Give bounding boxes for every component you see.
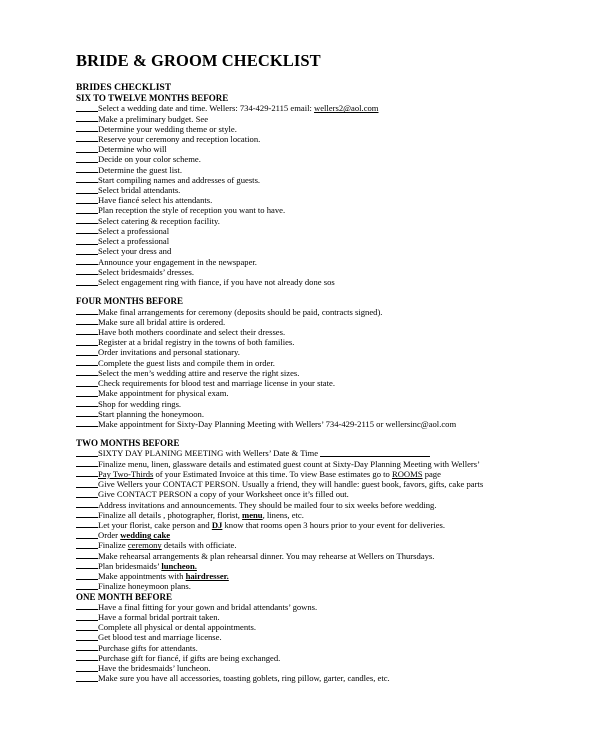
item-text: Address invitations and announcements. They should be mailed four to six weeks before wedding. — [98, 499, 437, 510]
checkbox-blank-line[interactable] — [76, 581, 98, 590]
item-text: Make appointments with — [98, 571, 186, 582]
item-text: Determine who will — [98, 144, 167, 155]
emphasized-term: wedding cake — [120, 530, 171, 541]
checklist-item — [76, 307, 591, 317]
item-text: Give Wellers your CONTACT PERSON. Usually a friend, they will handle: guest book, favors, gifts, cake parts — [98, 479, 484, 490]
item-text: Have a final fitting for your gown and bridal attendants’ gowns. — [98, 601, 318, 612]
date-time-blank-line[interactable] — [320, 448, 430, 457]
checklist-item-text — [98, 154, 201, 164]
checkbox-blank-line[interactable] — [76, 307, 98, 316]
checklist-item-text — [98, 622, 256, 632]
checkbox-blank-line[interactable] — [76, 632, 98, 641]
checklist-item — [76, 581, 591, 591]
item-text: Announce your engagement in the newspaper. — [98, 256, 257, 267]
emphasized-term: luncheon. — [161, 560, 197, 571]
checklist-item-text — [98, 368, 299, 378]
checklist-item — [76, 226, 591, 236]
checklist-item-text — [98, 216, 220, 226]
checkbox-blank-line[interactable] — [76, 347, 98, 356]
checklist-item-text — [98, 327, 285, 337]
section-heading: TWO MONTHS BEFORE — [76, 438, 180, 449]
checklist-item-text — [98, 195, 212, 205]
checklist-item-text — [98, 399, 181, 409]
checklist-item — [76, 479, 591, 489]
item-text-suffix: page — [422, 468, 441, 479]
checkbox-blank-line[interactable] — [76, 378, 98, 387]
checklist-item — [76, 124, 591, 134]
checkbox-blank-line[interactable] — [76, 612, 98, 621]
checkbox-blank-line[interactable] — [76, 469, 98, 478]
checklist-item — [76, 144, 591, 154]
checkbox-blank-line[interactable] — [76, 216, 98, 225]
checklist-item-text — [98, 653, 280, 663]
item-text-suffix: , linens, etc. — [262, 509, 304, 520]
checklist-item-text — [98, 185, 180, 195]
checklist-item-text — [98, 226, 169, 236]
section-spacer — [76, 287, 591, 296]
checkbox-blank-line[interactable] — [76, 409, 98, 418]
checkbox-blank-line[interactable] — [76, 489, 98, 498]
checkbox-blank-line[interactable] — [76, 165, 98, 174]
checklist-item — [76, 165, 591, 175]
item-text: Make a preliminary budget. See — [98, 113, 209, 124]
section-heading: FOUR MONTHS BEFORE — [76, 296, 184, 307]
checkbox-blank-line[interactable] — [76, 175, 98, 184]
checklist-item — [76, 602, 591, 612]
checklist-item-text — [98, 267, 194, 277]
item-text: Have both mothers coordinate and select their dresses. — [98, 326, 286, 337]
checklist-item — [76, 317, 591, 327]
checklist-item — [76, 327, 591, 337]
checklist-item — [76, 622, 591, 632]
item-text: Make rehearsal arrangements & plan rehearsal dinner. You may rehearse at Wellers on Thursdays. — [98, 550, 435, 561]
checklist-item-text — [98, 205, 285, 215]
checklist-item — [76, 653, 591, 663]
checklist-item — [76, 632, 591, 642]
document-title: BRIDE & GROOM CHECKLIST — [76, 51, 321, 70]
checkbox-blank-line[interactable] — [76, 540, 98, 549]
checkbox-blank-line[interactable] — [76, 653, 98, 662]
checklist-item-text — [98, 510, 304, 520]
checklist-item-text — [98, 347, 240, 357]
checkbox-blank-line[interactable] — [76, 388, 98, 397]
checklist-item — [76, 388, 591, 398]
checkbox-blank-line[interactable] — [76, 479, 98, 488]
checklist-item — [76, 520, 591, 530]
checklist-item-text — [98, 378, 335, 388]
checklist-item-text — [98, 246, 171, 256]
checklist-item — [76, 571, 591, 581]
checklist-item-text — [98, 175, 260, 185]
item-text: Finalize honeymoon plans. — [98, 581, 191, 592]
item-text: Select catering & reception facility. — [98, 215, 220, 226]
checklist-item — [76, 358, 591, 368]
section-heading: SIX TO TWELVE MONTHS BEFORE — [76, 93, 229, 103]
checklist-item — [76, 489, 591, 499]
item-text: Select bridal attendants. — [98, 185, 181, 196]
item-text: Select a professional — [98, 236, 170, 247]
item-text: Finalize all details , photographer, florist, — [98, 509, 243, 520]
checklist-item — [76, 469, 591, 479]
checklist-item-text — [98, 602, 317, 612]
item-text: Check requirements for blood test and marriage license in your state. — [98, 378, 335, 389]
checkbox-blank-line[interactable] — [76, 571, 98, 580]
checklist-item — [76, 205, 591, 215]
checklist-item-text — [98, 489, 349, 499]
checklist-item — [76, 673, 591, 683]
checklist-item — [76, 257, 591, 267]
checklist-item-text — [98, 103, 379, 113]
checklist-item-text — [98, 114, 208, 124]
checklist-item-text — [98, 358, 275, 368]
checkbox-blank-line[interactable] — [76, 185, 98, 194]
checkbox-blank-line[interactable] — [76, 520, 98, 529]
item-text: Start compiling names and addresses of guests. — [98, 174, 261, 185]
checklist-item — [76, 409, 591, 419]
checkbox-blank-line[interactable] — [76, 358, 98, 367]
checklist-item-text — [98, 307, 382, 317]
item-text: Determine the guest list. — [98, 164, 183, 175]
item-text: Plan bridesmaids’ — [98, 560, 162, 571]
checklist-item-text — [98, 632, 222, 642]
item-text: Let your florist, cake person and — [98, 519, 212, 530]
checkbox-blank-line[interactable] — [76, 510, 98, 519]
checklist-item-text — [98, 663, 210, 673]
checklist-item — [76, 663, 591, 673]
checklist-item — [76, 267, 591, 277]
checkbox-blank-line[interactable] — [76, 317, 98, 326]
item-text: Order — [98, 530, 121, 541]
checklist-item-text — [98, 134, 260, 144]
checkbox-blank-line[interactable] — [76, 663, 98, 672]
checkbox-blank-line[interactable] — [76, 114, 98, 123]
checkbox-blank-line[interactable] — [76, 236, 98, 245]
underlined-link[interactable]: wellers2@aol.com — [314, 103, 379, 114]
checkbox-blank-line[interactable] — [76, 448, 98, 457]
checklist-item — [76, 643, 591, 653]
checklist-item-text — [98, 388, 229, 398]
checklist-item — [76, 419, 591, 429]
checklist-item — [76, 448, 591, 458]
checkbox-blank-line[interactable] — [76, 246, 98, 255]
checkbox-blank-line[interactable] — [76, 205, 98, 214]
section-title: BRIDES CHECKLIST — [76, 82, 172, 93]
checklist-item-text — [98, 337, 294, 347]
item-text: Decide on your color scheme. — [98, 154, 201, 165]
checkbox-blank-line[interactable] — [76, 124, 98, 133]
item-text-suffix: know that rooms open 3 hours prior to your event for deliveries. — [222, 519, 446, 530]
item-text: Have the bridesmaids’ luncheon. — [98, 663, 211, 674]
checkbox-blank-line[interactable] — [76, 103, 98, 112]
item-text: Shop for wedding rings. — [98, 398, 182, 409]
checkbox-blank-line[interactable] — [76, 561, 98, 570]
checklist-item — [76, 561, 591, 571]
item-text: Determine your wedding theme or style. — [98, 123, 237, 134]
checkbox-blank-line[interactable] — [76, 327, 98, 336]
item-text: Have a formal bridal portrait taken. — [98, 612, 220, 623]
checklist-item — [76, 540, 591, 550]
item-text: Register at a bridal registry in the towns of both families. — [98, 337, 295, 348]
checklist-item — [76, 551, 591, 561]
item-text: SIXTY DAY PLANING MEETING with Wellers’ Date & Time — [98, 448, 319, 459]
item-text: Purchase gift for fiancé, if gifts are being exchanged. — [98, 652, 281, 663]
checklist-item-text — [98, 500, 437, 510]
item-text: Select engagement ring with fiance, if you have not already done sos — [98, 277, 335, 288]
checkbox-blank-line[interactable] — [76, 154, 98, 163]
emphasized-term: hairdresser. — [185, 571, 229, 582]
checklist-item-text — [98, 165, 182, 175]
item-text: Plan reception the style of reception you want to have. — [98, 205, 286, 216]
item-text: Finalize — [98, 540, 128, 551]
checklist-item-text — [98, 581, 191, 591]
checklist-item-text — [98, 530, 170, 540]
item-text: Get blood test and marriage license. — [98, 632, 222, 643]
checklist-item-text — [98, 551, 434, 561]
item-text: Select a professional — [98, 225, 170, 236]
checkbox-blank-line[interactable] — [76, 257, 98, 266]
checkbox-blank-line[interactable] — [76, 500, 98, 509]
checklist-item-text — [98, 409, 204, 419]
item-text: Select your dress and — [98, 246, 172, 257]
checklist-item-text — [98, 643, 198, 653]
item-text: Start planning the honeymoon. — [98, 408, 204, 419]
checklist-item — [76, 347, 591, 357]
checklist-item — [76, 378, 591, 388]
checklist-item — [76, 236, 591, 246]
checklist-item — [76, 175, 591, 185]
checklist-item — [76, 277, 591, 287]
checkbox-blank-line[interactable] — [76, 530, 98, 539]
checklist-item — [76, 368, 591, 378]
item-text: Reserve your ceremony and reception location. — [98, 133, 261, 144]
item-text: Order invitations and personal stationary. — [98, 347, 240, 358]
checkbox-blank-line[interactable] — [76, 195, 98, 204]
checkbox-blank-line[interactable] — [76, 337, 98, 346]
item-text-suffix: details with officiate. — [161, 540, 237, 551]
checklist-item-text — [98, 571, 229, 581]
checklist-item-text — [98, 479, 483, 489]
item-text: Finalize menu, linen, glassware details and estimated guest count at Sixty-Day Planning Meeting with Wellers’ — [98, 458, 480, 469]
checklist-item — [76, 246, 591, 256]
section-spacer — [76, 429, 591, 438]
checklist-item — [76, 399, 591, 409]
item-text: Make appointment for Sixty-Day Planning Meeting with Wellers’ 734-429-2115 or wellersinc@aol.com — [98, 418, 457, 429]
checkbox-blank-line[interactable] — [76, 368, 98, 377]
checklist-item-text — [98, 317, 225, 327]
item-text: Make appointment for physical exam. — [98, 388, 229, 399]
checkbox-blank-line[interactable] — [76, 673, 98, 682]
checklist-item — [76, 612, 591, 622]
checklist-item — [76, 500, 591, 510]
checklist-item — [76, 134, 591, 144]
checkbox-blank-line[interactable] — [76, 551, 98, 560]
item-text: Make sure you have all accessories, toasting goblets, ring pillow, garter, candles, etc. — [98, 673, 390, 684]
item-text: Make final arrangements for ceremony (deposits should be paid, contracts signed). — [98, 306, 383, 317]
checklist-item — [76, 337, 591, 347]
checkbox-blank-line[interactable] — [76, 459, 98, 468]
checkbox-blank-line[interactable] — [76, 643, 98, 652]
checkbox-blank-line[interactable] — [76, 277, 98, 286]
checklist-item-text — [98, 612, 220, 622]
checklist-item — [76, 510, 591, 520]
checklist-item — [76, 530, 591, 540]
item-text: Select bridesmaids’ dresses. — [98, 266, 195, 277]
checklist-item-text — [98, 469, 441, 479]
checklist-item-text — [98, 673, 390, 683]
checkbox-blank-line[interactable] — [76, 134, 98, 143]
item-text: Select the men’s wedding attire and reserve the right sizes. — [98, 367, 300, 378]
checklist-item-text — [98, 277, 335, 287]
item-text: Select a wedding date and time. Wellers: 734-429-2115 email: — [98, 103, 315, 114]
checklist-item — [76, 195, 591, 205]
checklist-item-text — [98, 520, 445, 530]
item-text: Have fiancé select his attendants. — [98, 195, 213, 206]
item-text: Give CONTACT PERSON a copy of your Worksheet once it’s filled out. — [98, 489, 349, 500]
checklist-item — [76, 103, 591, 113]
checklist-item-text — [98, 236, 169, 246]
checklist-sections — [76, 93, 591, 684]
item-text: Purchase gifts for attendants. — [98, 642, 198, 653]
underlined-link[interactable]: ceremony — [127, 540, 162, 551]
checkbox-blank-line[interactable] — [76, 226, 98, 235]
underlined-term: Pay Two-Thirds — [98, 468, 154, 479]
item-text: Make sure all bridal attire is ordered. — [98, 316, 226, 327]
checklist-item — [76, 216, 591, 226]
checklist-item-text — [98, 257, 257, 267]
checklist-item-text — [98, 448, 318, 458]
checklist-item — [76, 185, 591, 195]
checkbox-blank-line[interactable] — [76, 602, 98, 611]
checklist-item-text — [98, 419, 456, 429]
checklist-item — [76, 459, 591, 469]
item-text: Complete all physical or dental appointments. — [98, 622, 256, 633]
emphasized-term: menu — [242, 509, 263, 520]
checklist-item-text — [98, 144, 167, 154]
checklist-item — [76, 154, 591, 164]
checklist-item-text — [98, 124, 237, 134]
underlined-link[interactable]: ROOMS — [391, 468, 423, 479]
checkbox-blank-line[interactable] — [76, 399, 98, 408]
checklist-item — [76, 114, 591, 124]
checkbox-blank-line[interactable] — [76, 419, 98, 428]
item-text: of your Estimated Invoice at this time. To view Base estimates go to — [153, 468, 392, 479]
checklist-item-text — [98, 561, 197, 571]
checkbox-blank-line[interactable] — [76, 267, 98, 276]
checkbox-blank-line[interactable] — [76, 144, 98, 153]
checkbox-blank-line[interactable] — [76, 622, 98, 631]
checklist-content — [76, 82, 591, 684]
emphasized-term: DJ — [211, 519, 223, 530]
item-text: Complete the guest lists and compile them in order. — [98, 357, 275, 368]
checklist-item-text — [98, 459, 480, 469]
section-heading: ONE MONTH BEFORE — [76, 591, 173, 602]
checklist-item-text — [98, 540, 237, 550]
